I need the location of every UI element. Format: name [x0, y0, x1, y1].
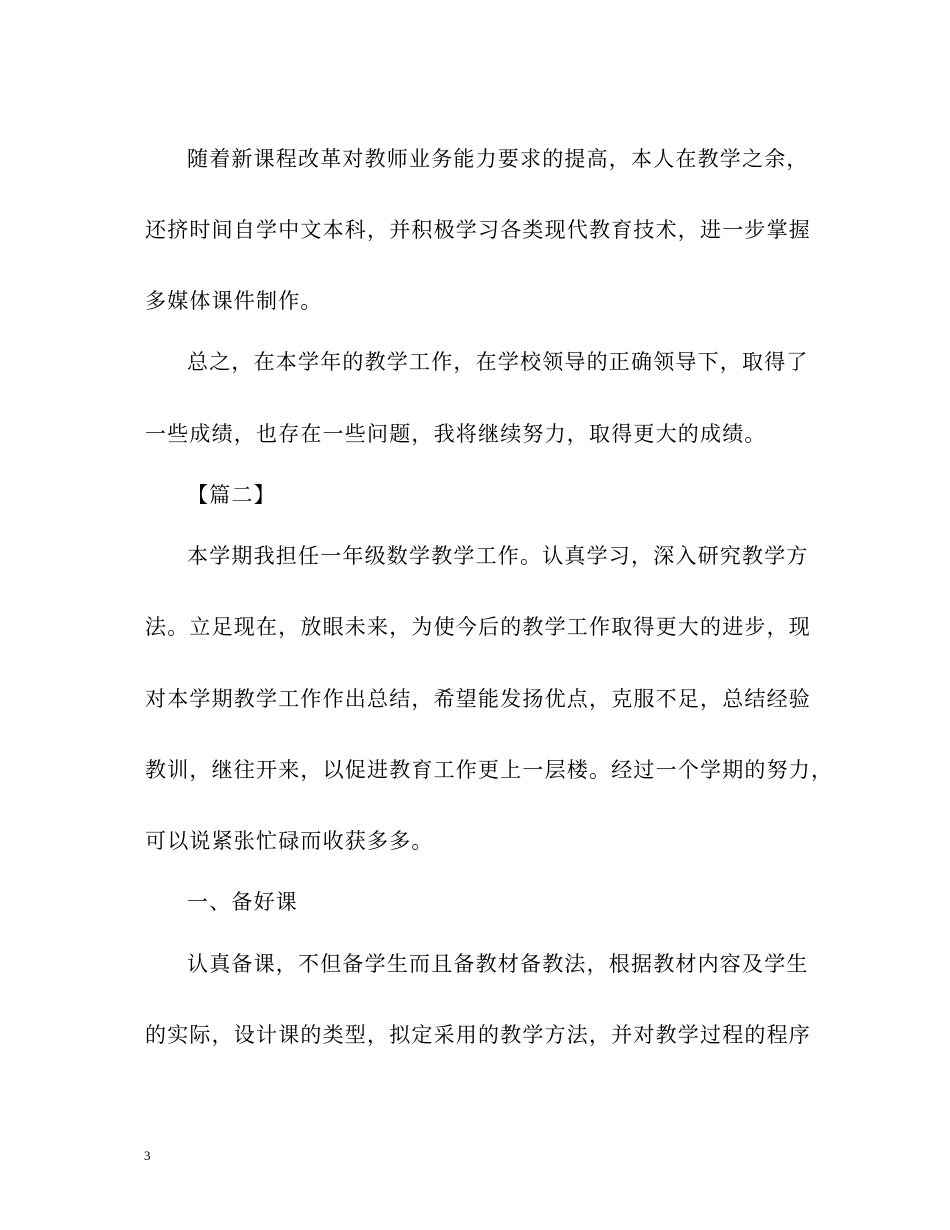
paragraph-2-line-2: 一些成绩，也存在一些问题，我将继续努力，取得更大的成绩。	[145, 422, 767, 446]
section-heading: 【篇二】	[187, 483, 276, 507]
paragraph-3-line-2: 法。立足现在，放眼未来，为使今后的教学工作取得更大的进步，现	[145, 615, 811, 639]
paragraph-1-line-3: 多媒体课件制作。	[145, 289, 323, 313]
paragraph-3-line-5: 可以说紧张忙碌而收获多多。	[145, 829, 434, 853]
paragraph-1-line-2: 还挤时间自学中文本科，并积极学习各类现代教育技术，进一步掌握	[145, 218, 811, 242]
paragraph-4-line-2: 的实际，设计课的类型，拟定采用的教学方法，并对教学过程的程序	[145, 1023, 811, 1047]
paragraph-2-line-1: 总之，在本学年的教学工作，在学校领导的正确领导下，取得了	[187, 350, 809, 374]
subsection-heading: 一、备好课	[187, 890, 298, 914]
page-number: 3	[144, 1148, 151, 1163]
paragraph-3-line-3: 对本学期教学工作作出总结，希望能发扬优点，克服不足，总结经验	[145, 687, 811, 711]
paragraph-3-line-4: 教训，继往开来，以促进教育工作更上一层楼。经过一个学期的努力，	[145, 758, 834, 782]
paragraph-1-line-1: 随着新课程改革对教师业务能力要求的提高，本人在教学之余，	[187, 147, 809, 171]
paragraph-3-line-1: 本学期我担任一年级数学教学工作。认真学习，深入研究教学方	[187, 544, 809, 568]
paragraph-4-line-1: 认真备课，不但备学生而且备教材备教法，根据教材内容及学生	[187, 952, 809, 976]
